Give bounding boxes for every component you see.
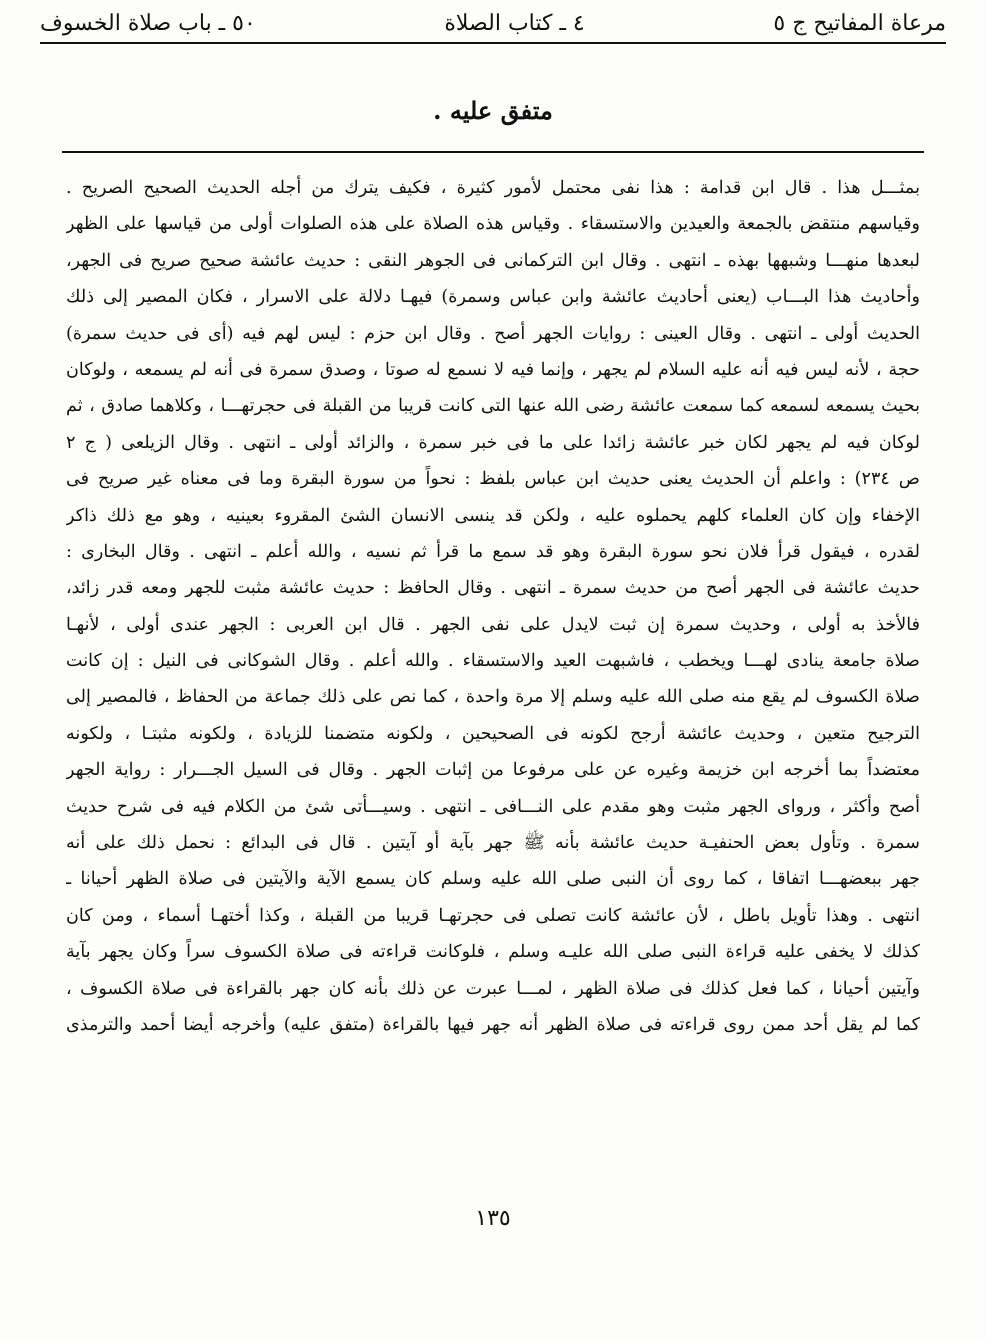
- text-line: وقياسهم منتقض بالجمعة والعيدين والاستسقاء . وقياس هذه الصلاة على هذه الصلوات أولى من قياسها على الظهر: [66, 214, 920, 235]
- header-chapter: ٤ ـ كتاب الصلاة: [444, 10, 585, 36]
- header-section: ٥٠ ـ باب صلاة الخسوف: [40, 10, 256, 36]
- text-line: حجة ، لأنه ليس فيه أنه عليه السلام لم يجهر ، وإنما فيه لا نسمع له صوتا ، وصدق سمرة فى أنه لم يسمعه ، ولوكان: [66, 359, 920, 380]
- text-line: الترجيح متعين ، وحديث عائشة أرجح لكونه فى الصحيحين ، ولكونه متضمنا للزيادة ، ولكونه مثبتـا ، ولكونه: [66, 723, 920, 744]
- text-line: الإخفاء وإن كان العلماء كلهم يحملوه عليه ، ولكن قد ينسى الانسان الشئ المقروء بعينيه ، وهو مع ذلك ذاكر: [66, 505, 920, 526]
- text-line: بمثـــل هذا . قال ابن قدامة : هذا نفى محتمل لأمور كثيرة ، فكيف يترك من أجله الحديث الصحيح الصريح .: [66, 178, 920, 198]
- text-line: لقدره ، فيقول قرأ فلان نحو سورة البقرة وهو قد سمع ما قرأ ثم نسيه ، والله أعلم ـ انتهى . وقال البخارى :: [66, 541, 920, 562]
- text-line: صلاة جامعة ينادى لهـــا ويخطب ، فاشبهت العيد والاستسقاء . والله أعلم . وقال الشوكانى فى النيل : إن كانت: [66, 651, 920, 672]
- page-number: ١٣٥: [475, 1206, 511, 1231]
- header-rule: [40, 42, 946, 44]
- header-book-title: مرعاة المفاتيح ج ٥: [773, 10, 946, 36]
- text-line: انتهى . وهذا تأويل باطل ، لأن عائشة كانت تصلى فى حجرتهـا قريبا من القبلة ، وكذا أختهـا أسماء ، ومن كان: [66, 905, 920, 926]
- body-text: [66, 170, 920, 1043]
- running-header: [40, 6, 946, 40]
- text-line: لوكان فيه لم يجهر لكان خبر عائشة زائدا على ما فى خبر سمرة ، والزائد أولى ـ انتهى . وقال الزيلعى ( ج ٢: [66, 432, 920, 453]
- text-line: سمرة . وتأول بعض الحنفيـة حديث عائشة بأنه ﷺ جهر بآية أو آيتين . قال فى البدائع : نحمل ذلك على أنه: [66, 833, 920, 854]
- text-line: جهر ببعضهـــا اتفاقا ، كما روى أن النبى صلى الله عليه وسلم كان يسمع الآية والآيتين فى صلاة الظهر أحيانا ـ: [66, 869, 920, 890]
- text-line: ص ٢٣٤) : واعلم أن الحديث يعنى حديث ابن عباس بلفظ : نحواً من سورة البقرة وما فى معناه غير صريح فى: [66, 469, 920, 490]
- text-line: كذلك لا يخفى عليه قراءة النبى صلى الله عليـه وسلم ، فلوكانت قراءته فى صلاة الكسوف سراً وكان يجهر بآية: [66, 942, 920, 963]
- text-line: أصح وأكثر ، ورواى الجهر مثبت وهو مقدم على النـــافى ـ انتهى . وسيـــأتى شئ من الكلام فيه فى شرح حديث: [66, 796, 920, 817]
- text-line: وآيتين أحيانا ، كما فعل كذلك فى صلاة الظهر ، لمـــا عبرت عن ذلك بأنه كان جهر بالقراءة فى صلاة الكسوف ،: [66, 978, 920, 999]
- text-line: لبعدها منهـــا وشبهها بهذه ـ انتهى . وقال ابن التركمانى فى الجوهر النقى : حديث عائشة صحيح صريح فى الجهر،: [66, 250, 920, 271]
- section-title: متفق عليه .: [433, 96, 553, 125]
- text-line: حديث عائشة فى الجهر أصح من حديث سمرة ـ انتهى . وقال الحافظ : حديث عائشة مثبت للجهر ومعه قدر زائد،: [66, 578, 920, 599]
- text-line: معتضداً بما أخرجه ابن خزيمة وغيره عن على مرفوعا من إثبات الجهر . وقال فى السيل الجـــرار : رواية الجهر: [66, 760, 920, 781]
- text-line: بحيث يسمعه لسمعه كما سمعت عائشة رضى الله عنها التى كانت قريبا من القبلة فى حجرتهـــا ، وكلاهما صادق ، ثم: [66, 396, 920, 417]
- text-line: صلاة الكسوف لم يقع منه صلى الله عليه وسلم إلا مرة واحدة ، كما نص على ذلك جماعة من الحفاظ ، فالمصير إلى: [66, 687, 920, 708]
- text-line: كما لم يقل أحد ممن روى قراءته فى صلاة الظهر أنه جهر فيها بالقراءة (متفق عليه) وأخرجه أيضا أحمد والترمذى: [66, 1014, 920, 1035]
- title-rule: [62, 151, 924, 153]
- text-line: وأحاديث هذا البـــاب (يعنى أحاديث عائشة وابن عباس وسمرة) فيهـا دلالة على الاسرار ، فكان المصير إلى ذلك: [66, 287, 920, 308]
- text-line: الحديث أولى ـ انتهى . وقال العينى : روايات الجهر أصح . وقال ابن حزم : ليس لهم فيه (أى فى حديث سمرة): [66, 323, 920, 344]
- text-line: فالأخذ به أولى ، وحديث سمرة إن ثبت لايدل على نفى الجهر . قال ابن العربى : الجهر عندى أولى ، لأنهـا: [66, 614, 920, 635]
